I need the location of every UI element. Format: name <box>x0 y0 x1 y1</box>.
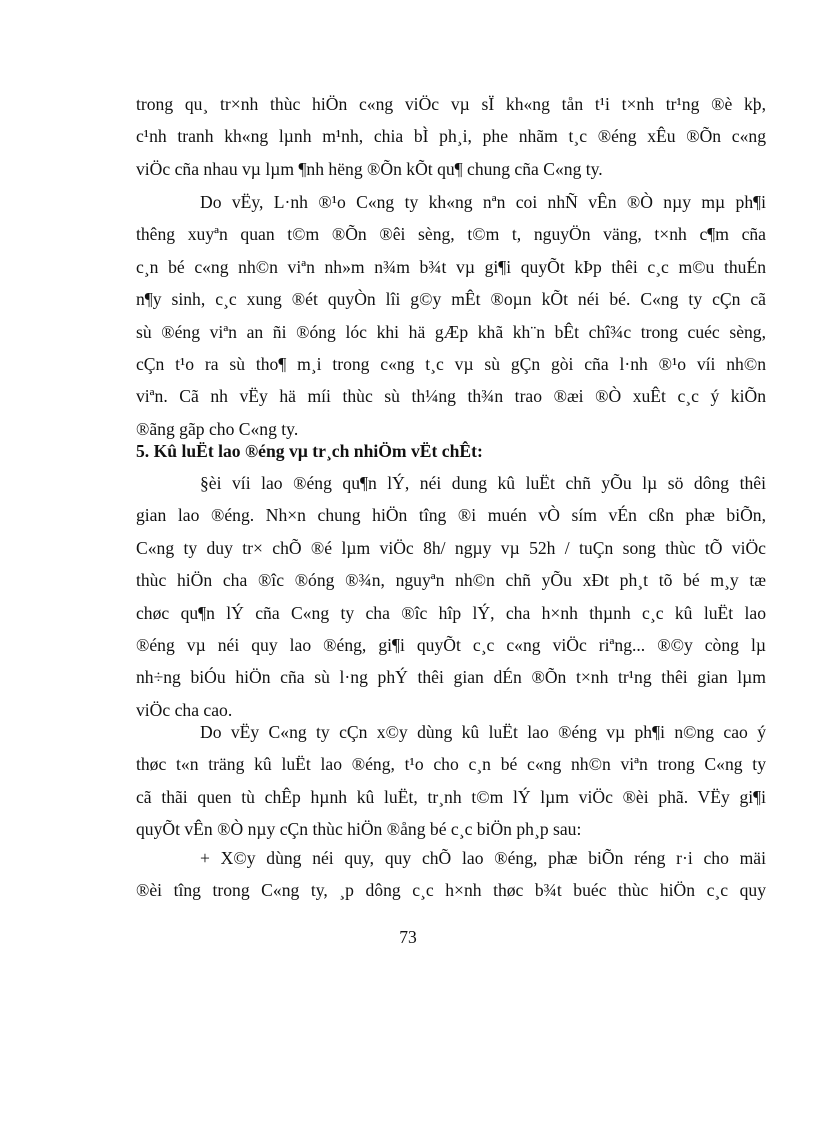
text-line: thøc t«n träng kû luËt lao ®éng, t¹o cho c¸n bé c«ng nh©n viªn trong C«ng ty <box>136 754 766 775</box>
text-line: quyÕt vÊn ®Ò nµy cÇn thùc hiÖn ®ång bé c¸c biÖn ph¸p sau: <box>136 819 582 840</box>
text-line: ®èi tîng trong C«ng ty, ¸p dông c¸c h×nh thøc b¾t buéc thùc hiÖn c¸c quy <box>136 880 766 901</box>
text-line: chøc qu¶n lÝ cña C«ng ty cha ®îc hîp lÝ, cha h×nh thµnh c¸c kû luËt lao <box>136 602 766 623</box>
paragraph-1 <box>136 88 766 185</box>
text-line: + X©y dùng néi quy, quy chÕ lao ®éng, phæ biÕn réng r·i cho mäi <box>200 848 766 868</box>
paragraph-3 <box>136 467 766 726</box>
text-line: trong qu¸ tr×nh thùc hiÖn c«ng viÖc vµ sÏ kh«ng tån t¹i t×nh tr¹ng ®è kþ, <box>136 94 766 114</box>
page-number: 73 <box>399 927 417 947</box>
text-line: gian lao ®éng. Nh×n chung hiÖn tîng ®i muén vÒ sím vÉn cßn phæ biÕn, <box>136 505 766 526</box>
paragraph-5 <box>136 842 766 907</box>
text-line: sù ®éng viªn an ñi ®óng lóc khi hä gÆp khã kh¨n bÊt chî¾c trong cuéc sèng, <box>136 321 766 342</box>
text-line: C«ng ty duy tr× chÕ ®é lµm viÖc 8h/ ngµy vµ 52h / tuÇn song thùc tÕ viÖc <box>136 537 766 558</box>
text-line: cÇn t¹o ra sù tho¶ m¸i trong c«ng t¸c vµ sù gÇn gòi cña l·nh ®¹o víi nh©n <box>136 354 766 375</box>
text-line: §èi víi lao ®éng qu¶n lÝ, néi dung kû luËt chñ yÕu lµ sö dông thêi <box>200 473 766 493</box>
text-line: thùc hiÖn cha ®îc ®óng ®¾n, nguyªn nh©n chñ yÕu xÐt ph¸t tõ bé m¸y tæ <box>136 570 766 591</box>
text-line: nh÷ng biÓu hiÖn cña sù l·ng phÝ thêi gian dÉn ®Õn t×nh tr¹ng thêi gian lµm <box>136 667 766 688</box>
section-heading-text: 5. Kû luËt lao ®éng vµ tr¸ch nhiÖm vËt chÊt: <box>136 441 483 461</box>
paragraph-4 <box>136 716 766 846</box>
text-line: cã thãi quen tù chÊp hµnh kû luËt, tr¸nh t©m lÝ lµm viÖc ®èi phã. VËy gi¶i <box>136 786 766 807</box>
text-line: ®éng vµ néi quy lao ®éng, gi¶i quyÕt c¸c c«ng viÖc riªng... ®©y còng lµ <box>136 635 766 656</box>
text-line: c¸n bé c«ng nh©n viªn nh»m n¾m b¾t vµ gi¶i quyÕt kÞp thêi c¸c m©u thuÉn <box>136 256 766 277</box>
text-line: c¹nh tranh kh«ng lµnh m¹nh, chia bÌ ph¸i, phe nhãm t¸c ®éng xÊu ®Õn c«ng <box>136 126 766 147</box>
text-line: Do vËy C«ng ty cÇn x©y dùng kû luËt lao ®éng vµ ph¶i n©ng cao ý <box>200 722 766 742</box>
text-line: n¶y sinh, c¸c xung ®ét quyÒn lîi g©y mÊt ®oµn kÕt néi bé. C«ng ty cÇn cã <box>136 289 766 310</box>
text-line: viªn. Cã nh vËy hä míi thùc sù th¼ng th¾n trao ®æi ®Ò xuÊt c¸c ý kiÕn <box>136 386 766 407</box>
paragraph-2 <box>136 186 766 445</box>
text-line: viÖc cha cao. <box>136 699 233 720</box>
text-line: viÖc cña nhau vµ lµm ¶nh hëng ®Õn kÕt qu¶ chung cña C«ng ty. <box>136 158 603 179</box>
text-line: Do vËy, L·nh ®¹o C«ng ty kh«ng nªn coi nhÑ vÊn ®Ò nµy mµ ph¶i <box>200 192 766 212</box>
text-line: thêng xuyªn quan t©m ®Õn ®êi sèng, t©m t, nguyÖn väng, t×nh c¶m cña <box>136 224 766 245</box>
section-heading <box>136 435 766 467</box>
text-line: ®ãng gãp cho C«ng ty. <box>136 418 299 439</box>
